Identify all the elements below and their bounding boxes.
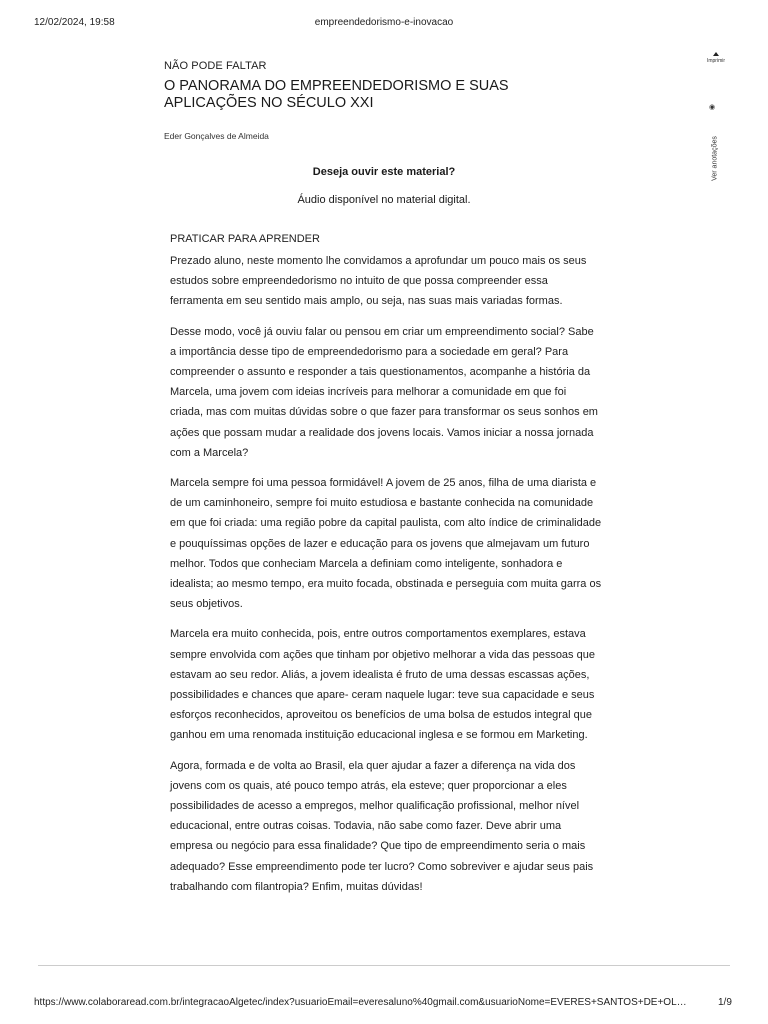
audio-note: Áudio disponível no material digital. [297, 194, 471, 206]
print-page-title: empreendedorismo-e-inovacao [314, 17, 454, 28]
divider [38, 965, 730, 966]
view-notes-label: Ver anotações [711, 136, 719, 181]
paragraph: Marcela sempre foi uma pessoa formidável! A jovem de 25 anos, filha de uma diarista e de um caminhoneiro, sempre foi muito estudiosa e bastante conhecida na comunidade em que foi criada: uma região pobre da capital paulista, com alto índice de criminalidade e pouquíssimas opções de lazer e educação para os jovens que almejavam um futuro melhor. Todos que conheciam Marcela a definiam como inteligente, sonhadora e idealista; ao mesmo tempo, era muito focada, obstinada e perseguia com muita garra os seus objetivos. [170, 477, 602, 611]
author-name: Eder Gonçalves de Almeida [164, 131, 269, 141]
audio-question: Deseja ouvir este material? [312, 166, 456, 178]
body-text [170, 251, 602, 897]
paragraph: Marcela era muito conhecida, pois, entre outros comportamentos exemplares, estava sempre envolvida com ações que tinham por objetivo melhorar a vida das pessoas que estavam ao seu redor. Aliás, a jovem idealista é fruto de uma dessas escassas ações, possibilidades e chances que apare- ceram naquele lugar: teve sua capacidade e seus esforços reconhecidos, aproveitou os benefícios de uma bolsa de estudos integral que ganhou em uma renomada instituição educacional inglesa e se formou em Marketing. [170, 628, 595, 742]
print-button[interactable] [703, 52, 729, 64]
print-button-label: Imprimir [706, 58, 726, 64]
page-number: 1/9 [718, 997, 732, 1008]
practice-heading: PRATICAR PARA APRENDER [170, 233, 320, 245]
paragraph: Desse modo, você já ouviu falar ou pensou em criar um empreendimento social? Sabe a importância desse tipo de empreendedorismo para a sociedade em geral? Para compreender o assunto e responder a tais questionamentos, acompanhe a história da Marcela, uma jovem com ideias incríveis para melhorar a comunidade em que foi criada, mas com muitas dúvidas sobre o que fazer para transformar os seus sonhos em ações que possam mudar a realidade dos jovens locais. Vamos iniciar a nossa jornada com a Marcela? [170, 325, 598, 459]
page-url: https://www.colaboraread.com.br/integracaoAlgetec/index?usuarioEmail=everesaluno%40gmail.com&usuarioNome=EVERES+SANTOS+DE+OL… [34, 997, 687, 1008]
view-notes-button[interactable] [709, 132, 719, 188]
annotation-dot-icon[interactable]: ◉ [709, 104, 716, 111]
audio-section [164, 166, 604, 206]
section-label: NÃO PODE FALTAR [164, 60, 267, 72]
print-icon [713, 52, 719, 56]
document-content [164, 60, 604, 907]
side-tools [690, 52, 740, 192]
document-title: O PANORAMA DO EMPREENDEDORISMO E SUAS APLICAÇÕES NO SÉCULO XXI [164, 78, 509, 111]
print-datetime: 12/02/2024, 19:58 [34, 17, 115, 28]
print-header [0, 17, 768, 31]
paragraph: Prezado aluno, neste momento lhe convidamos a aprofundar um pouco mais os seus estudos sobre empreendedorismo no intuito de que possa compreender essa ferramenta em seu sentido mais amplo, ou seja, nas suas mais variadas formas. [170, 255, 587, 308]
paragraph: Agora, formada e de volta ao Brasil, ela quer ajudar a fazer a diferença na vida dos jovens com os quais, até pouco tempo atrás, ela esteve; quer proporcionar a eles possibilidades de acesso a empregos, melhor qualificação profissional, melhor nível educacional, entre outras coisas. Todavia, não sabe como fazer. Deve abrir uma empresa ou negócio para essa finalidade? Que tipo de empreendimento seria o mais adequado? Esse empreendimento pode ter lucro? Como sobreviver e ajudar seus pais trabalhando com filantropia? Enfim, muitas dúvidas! [170, 759, 594, 893]
